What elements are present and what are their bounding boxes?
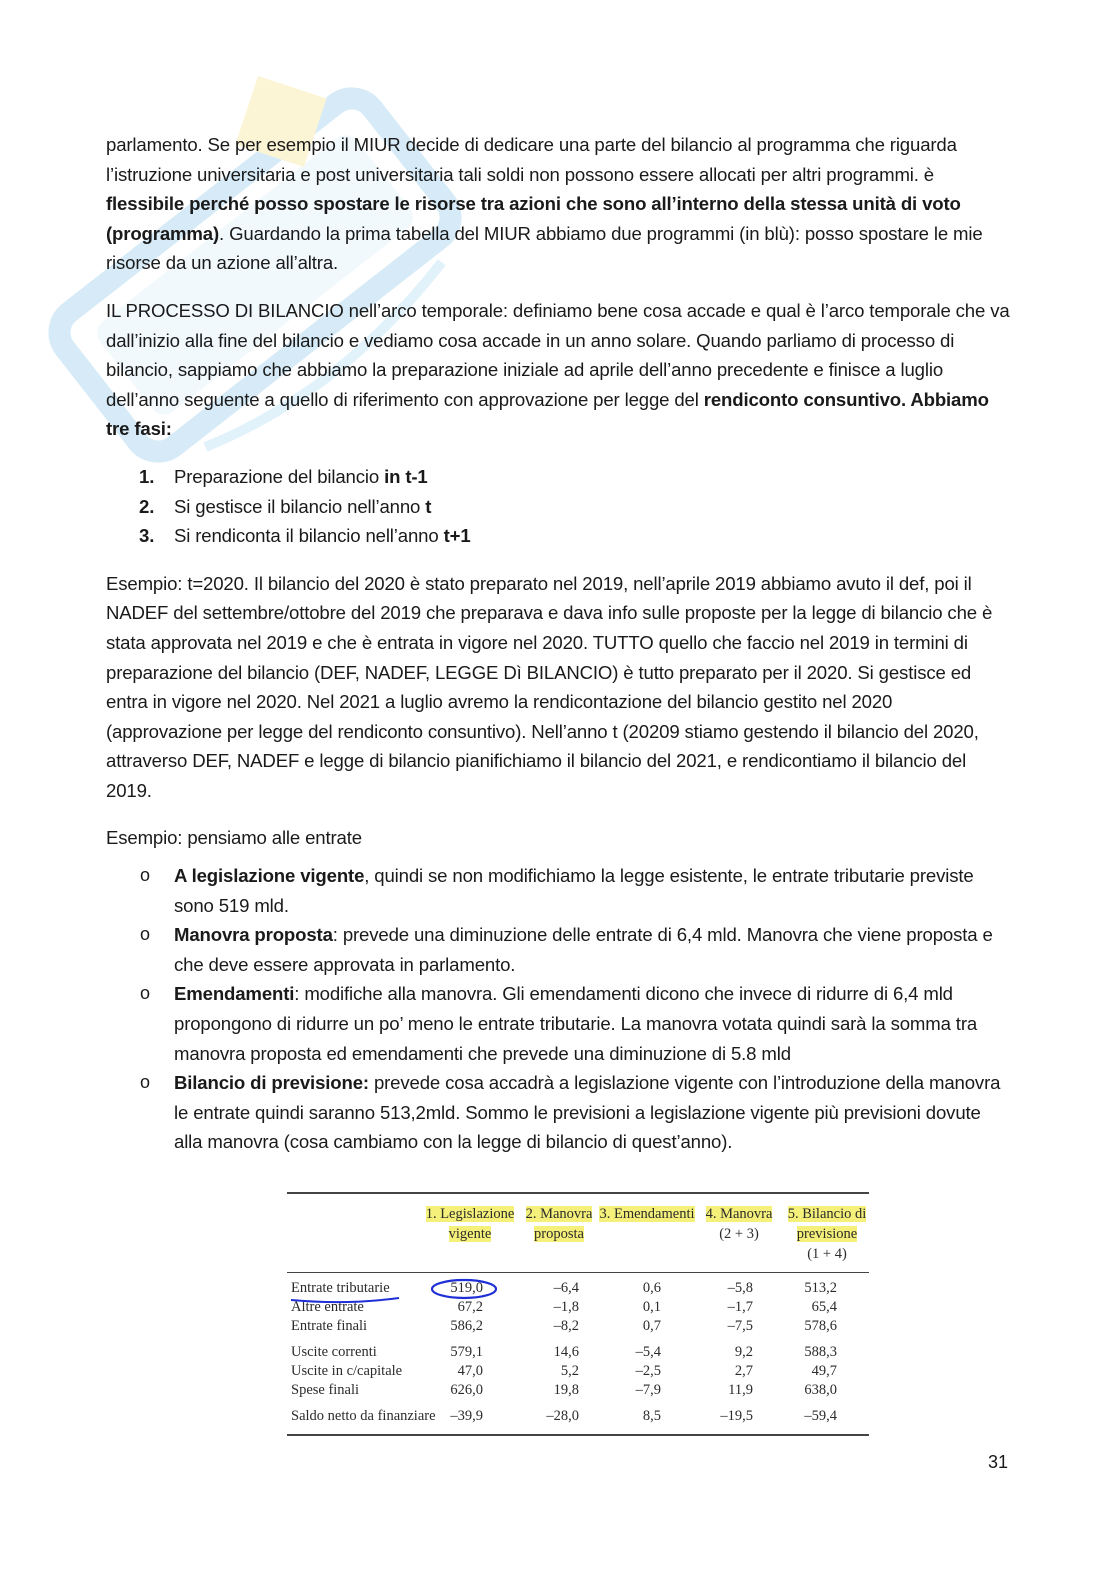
list-item: 1. Preparazione del bilancio in t-1	[139, 465, 428, 487]
entrate-bullet-list	[106, 861, 1011, 1157]
paragraph-flessibilita: parlamento. Se per esempio il MIUR decide di dedicare una parte del bilancio al programma che riguarda l’istruzione universitaria e post universitaria tali soldi non possono essere allocati per altri programmi. è flessibile perché posso spostare le risorse tra azioni che sono all’interno della stessa unità di voto (programma). Guardando la prima tabella del MIUR abbiamo due programmi (in blù): posso spostare le mie risorse da un azione all’altra.	[106, 134, 983, 274]
table-row: Uscite correnti 579,1 14,6 –5,4 9,2 588,3	[291, 1344, 837, 1360]
list-item: o Manovra proposta: prevede una diminuzione delle entrate di 6,4 mld. Manovra che viene proposta e che deve essere approvata in parlamento.	[140, 924, 993, 975]
header-emendamenti: 3. Emendamenti	[599, 1206, 695, 1222]
paragraph-esempio-entrate: Esempio: pensiamo alle entrate	[106, 827, 362, 849]
page-number: 31	[987, 1452, 1008, 1472]
list-item: o A legislazione vigente, quindi se non modifichiamo la legge esistente, le entrate tributarie previste sono 519 mld.	[140, 865, 974, 916]
header-legislazione: 1. Legislazione vigente	[425, 1206, 515, 1242]
table-row: Uscite in c/capitale 47,0 5,2 –2,5 2,7 49,7	[291, 1363, 837, 1379]
header-bilancio-previsione: 5. Bilancio di previsione (1 + 4)	[787, 1206, 867, 1262]
table-bottom-rule	[287, 1434, 869, 1436]
paragraph-esempio-2020: Esempio: t=2020. Il bilancio del 2020 è stato preparato nel 2019, nell’aprile 2019 abbiamo avuto il def, poi il NADEF del settembre/ottobre del 2019 che preparava e dava info sulle proposte per la legge di bilancio che è stata approvata nel 2019 e che è entrata in vigore nel 2020. TUTTO quello che faccio nel 2019 in termini di preparazione del bilancio (DEF, NADEF, LEGGE Dì BILANCIO) è tutto preparato per il 2020. Si gestisce ed entra in vigore nel 2020. Nel 2021 a luglio avremo la rendicontazione del bilancio gestito nel 2020 (approvazione per legge del rendiconto consuntivo). Nell’anno t (20209 stiamo gestendo il bilancio del 2020, attraverso DEF, NADEF e legge di bilancio pianifichiamo il bilancio del 2021, e rendicontiamo il bilancio del 2019.	[106, 572, 993, 801]
handwritten-circle-annotation-icon	[287, 1272, 517, 1312]
list-item: o Bilancio di previsione: prevede cosa accadrà a legislazione vigente con l’introduzione della manovra le entrate quindi saranno 513,2mld. Sommo le previsioni a legislazione vigente più previsioni dovute alla manovra (cosa cambiamo con la legge di bilancio di quest’anno).	[140, 1072, 1001, 1153]
header-manovra-totale: 4. Manovra (2 + 3)	[705, 1206, 773, 1242]
list-item: 3. Si rendiconta il bilancio nell’anno t+1	[139, 525, 471, 547]
list-item: o Emendamenti: modifiche alla manovra. Gli emendamenti dicono che invece di ridurre di 6,4 mld propongono di ridurre un po’ meno le entrate tributarie. La manovra votata quindi sarà la somma tra manovra proposta ed emendamenti che prevede una diminuzione di 5.8 mld	[140, 983, 978, 1064]
header-manovra-proposta: 2. Manovra proposta	[525, 1206, 593, 1242]
budget-table-figure	[287, 1192, 869, 1438]
table-row: Altre entrate 67,2 –1,8 0,1 –1,7 65,4	[291, 1299, 837, 1315]
table-row: Entrate tributarie 519,0 –6,4 0,6 –5,8 513,2	[291, 1280, 837, 1296]
document-body	[106, 130, 1011, 1157]
table-row: Saldo netto da finanziare –39,9 –28,0 8,5 –19,5 –59,4	[291, 1408, 837, 1424]
paragraph-processo-bilancio: IL PROCESSO DI BILANCIO nell’arco temporale: definiamo bene cosa accade e qual è l’arco temporale che va dall’inizio alla fine del bilancio e vediamo cosa accade in un anno solare. Quando parliamo di processo di bilancio, sappiamo che abbiamo la preparazione iniziale ad aprile dell’anno precedente e finisce a luglio dell’anno seguente a quello di riferimento con approvazione per legge del rendiconto consuntivo. Abbiamo tre fasi:	[106, 299, 1010, 440]
table-top-rule	[287, 1192, 869, 1194]
table-row: Spese finali 626,0 19,8 –7,9 11,9 638,0	[291, 1382, 837, 1398]
phases-list	[106, 462, 1011, 551]
list-item: 2. Si gestisce il bilancio nell’anno t	[139, 495, 432, 517]
table-row: Entrate finali 586,2 –8,2 0,7 –7,5 578,6	[291, 1318, 837, 1334]
